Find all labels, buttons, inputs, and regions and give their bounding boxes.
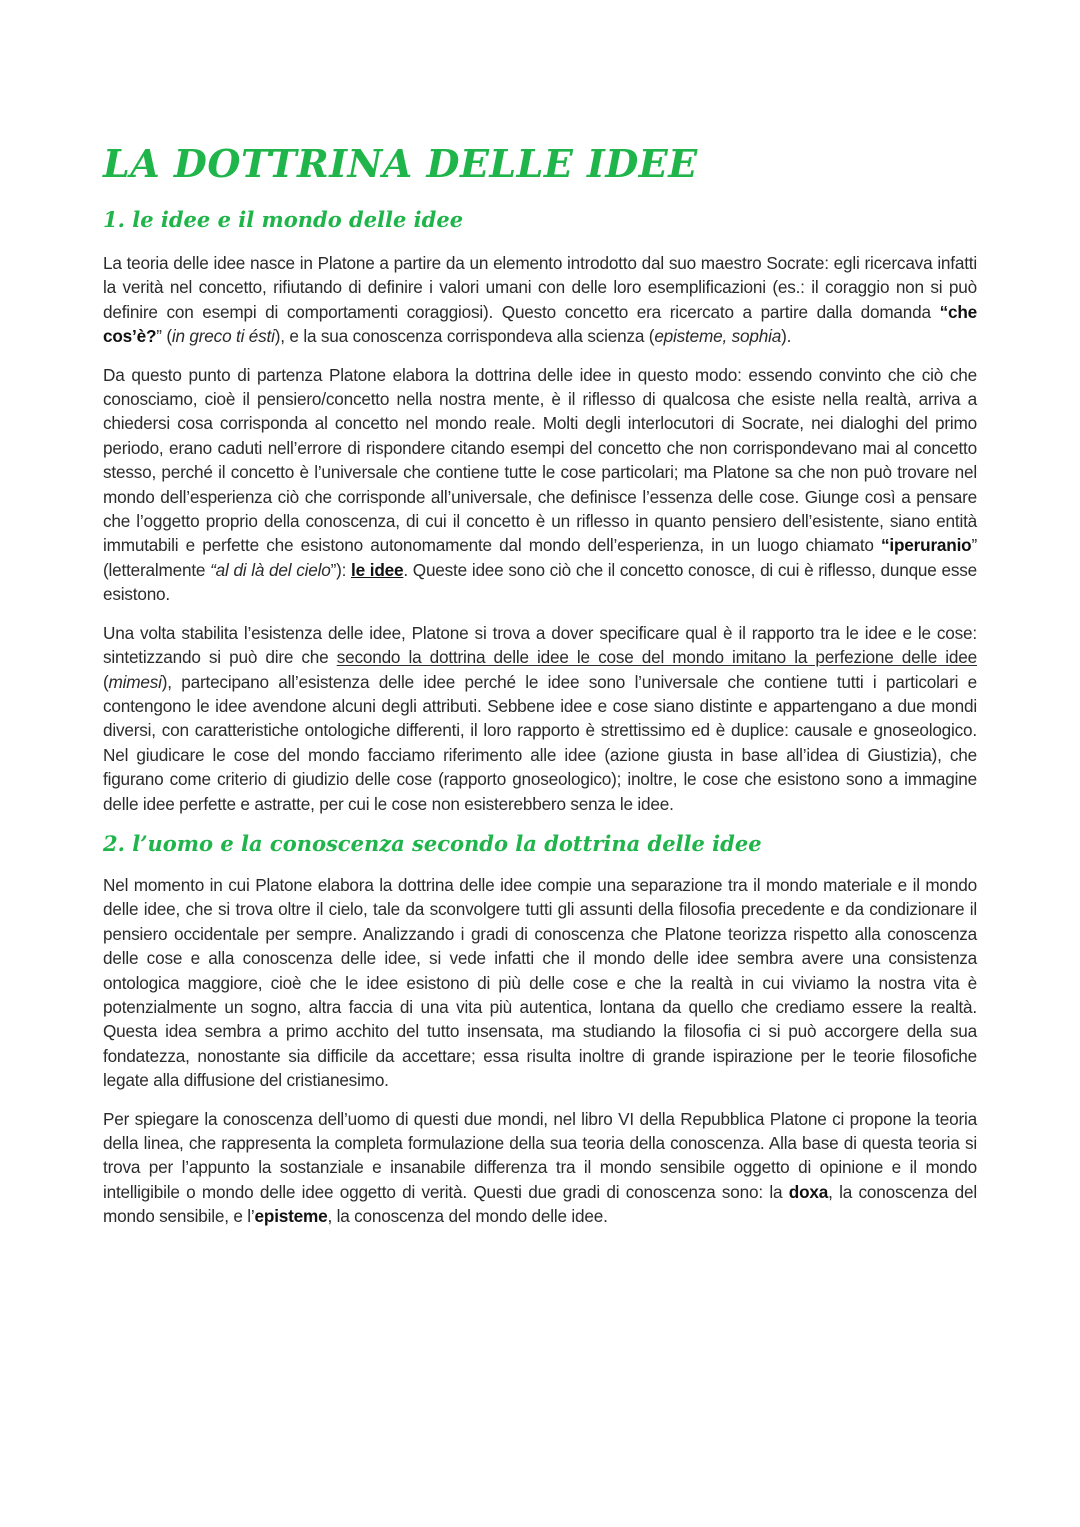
- italic-term-ti-esti: in greco ti ésti: [171, 326, 275, 347]
- text-run: ), partecipano all’esistenza delle idee perché le idee sono l’universale che contiene tutti i particolari e contengono le idee avendone alcuni degli attributi. Sebbene idee e cose siano distinte e appartengano a due mondi diversi, con caratteristiche ontologiche differenti, il loro rapporto è strettissimo ed è duplice: causale e gnoseologico. Nel giudicare le cose del mondo facciamo riferimento alle idee (azione giusta in base all’idea di Giustizia), che figurano come criterio di giudizio delle cose (rapporto gnoseologico); inoltre, le cose che esistono sono a immagine delle idee perfette e astratte, per cui le cose non esisterebbero senza le idee.: [103, 671, 977, 814]
- page-title: LA DOTTRINA DELLE IDEE: [103, 141, 698, 186]
- text-run: ” (: [156, 326, 172, 347]
- italic-term-al-di-la-del-cielo: “al di là del cielo: [210, 559, 331, 580]
- paragraph-4: [103, 873, 977, 1093]
- text-run: . Queste idee sono ciò che il concetto conosce, di cui è riflesso, dunque esse esistono.: [103, 559, 977, 605]
- paragraph-3: [103, 621, 977, 816]
- text-run: Una volta stabilita l’esistenza delle idee, Platone si trova a dover specificare qual è il rapporto tra le idee e le cose: sintetizzando si può dire che: [103, 622, 977, 668]
- text-run: , la conoscenza del mondo sensibile, e l’: [103, 1181, 977, 1227]
- text-run: ).: [781, 326, 792, 347]
- document-page: [103, 140, 977, 1243]
- section-heading-2: 2. l’uomo e la conoscenza secondo la dottrina delle idee: [103, 830, 762, 856]
- text-run: ” (letteralmente: [103, 535, 977, 580]
- bold-term-iperuranio: “iperuranio: [881, 535, 972, 556]
- text-run: La teoria delle idee nasce in Platone a partire da un elemento introdotto dal suo maestro Socrate: egli ricercava infatti la verità nel concetto, rifiutando di definire i valori umani con delle loro esemplificazioni (es.: il coraggio non si può definire con esempi di comportamenti coraggiosi). Questo concetto era ricercato a partire dalla domanda: [103, 253, 977, 322]
- text-run: , la conoscenza del mondo delle idee.: [327, 1206, 608, 1227]
- section-heading-1: 1. le idee e il mondo delle idee: [103, 207, 464, 232]
- bold-underlined-term-le-idee: le idee: [351, 559, 404, 580]
- paragraph-1: [103, 251, 977, 349]
- paragraph-2: [103, 363, 977, 607]
- italic-term-mimesi: mimesi: [108, 671, 162, 692]
- paragraph-5: [103, 1107, 977, 1229]
- bold-term-che-cose: “che cos’è?: [103, 301, 977, 347]
- underlined-key-sentence: secondo la dottrina delle idee le cose del mondo imitano la perfezione delle idee: [336, 647, 977, 668]
- text-run: Per spiegare la conoscenza dell’uomo di questi due mondi, nel libro VI della Repubblica Platone ci propone la teoria della linea, che rappresenta la completa formulazione della sua teoria della conoscenza. Alla base di questa teoria si trova per l’appunto la sostanziale e insanabile differenza tra il mondo sensibile oggetto di opinione e il mondo intelligibile o mondo delle idee oggetto di verità. Questi due gradi di conoscenza sono: la: [103, 1108, 977, 1202]
- bold-term-doxa: doxa: [788, 1181, 829, 1202]
- text-run: Da questo punto di partenza Platone elabora la dottrina delle idee in questo modo: essendo convinto che ciò che conosciamo, cioè il pensiero/concetto nella nostra mente, è il riflesso di qualcosa che esiste nella realtà, arriva a chiedersi cosa corrisponda al concetto nel mondo reale. Molti degli interlocutori di Socrate, nei dialoghi del primo periodo, erano caduti nell’errore di rispondere citando esempi del concetto che non corrispondevano mai al concetto stesso, perché il concetto è l’universale che contiene tutte le cose particolari; ma Platone sa che non può trovare nel mondo dell’esperienza ciò che corrisponde all’universale, che definisce l’essenza delle cose. Giunge così a pensare che l’oggetto proprio della conoscenza, di cui il concetto è un riflesso in quanto pensiero dell’esistente, siano entità immutabili e perfette che esistono autonomamente dal mondo dell’esperienza, in un luogo chiamato: [103, 364, 977, 556]
- text-run: Nel momento in cui Platone elabora la dottrina delle idee compie una separazione tra il mondo materiale e il mondo delle idee, che si trova oltre il cielo, tale da sconvolgere tutti gli assunti della filosofia precedente e da condizionare il pensiero occidentale per sempre. Analizzando i gradi di conoscenza che Platone teorizza rispetto alla conoscenza delle cose e alla conoscenza delle idee, si vede infatti che il mondo delle idee sembra avere una consistenza ontologica maggiore, cioè che le idee esistono di più delle cose e che la realtà in cui viviamo la nostra vita è potenzialmente un sogno, altra faccia di una vita più autentica, lontana da quello che crediamo essere la realtà. Questa idea sembra a primo acchito del tutto insensata, ma studiando la filosofia ci si può accorgere della sua fondatezza, nonostante sia difficile da accettare; essa risulta inoltre di grande ispirazione per le teorie filosofiche legate alla diffusione del cristianesimo.: [103, 874, 977, 1091]
- italic-term-episteme-sophia: episteme, sophia: [654, 326, 782, 347]
- text-run: ), e la sua conoscenza corrispondeva alla scienza (: [274, 326, 655, 347]
- text-run: ”):: [330, 559, 352, 580]
- text-run: (: [103, 671, 109, 692]
- bold-term-episteme: episteme: [254, 1206, 328, 1227]
